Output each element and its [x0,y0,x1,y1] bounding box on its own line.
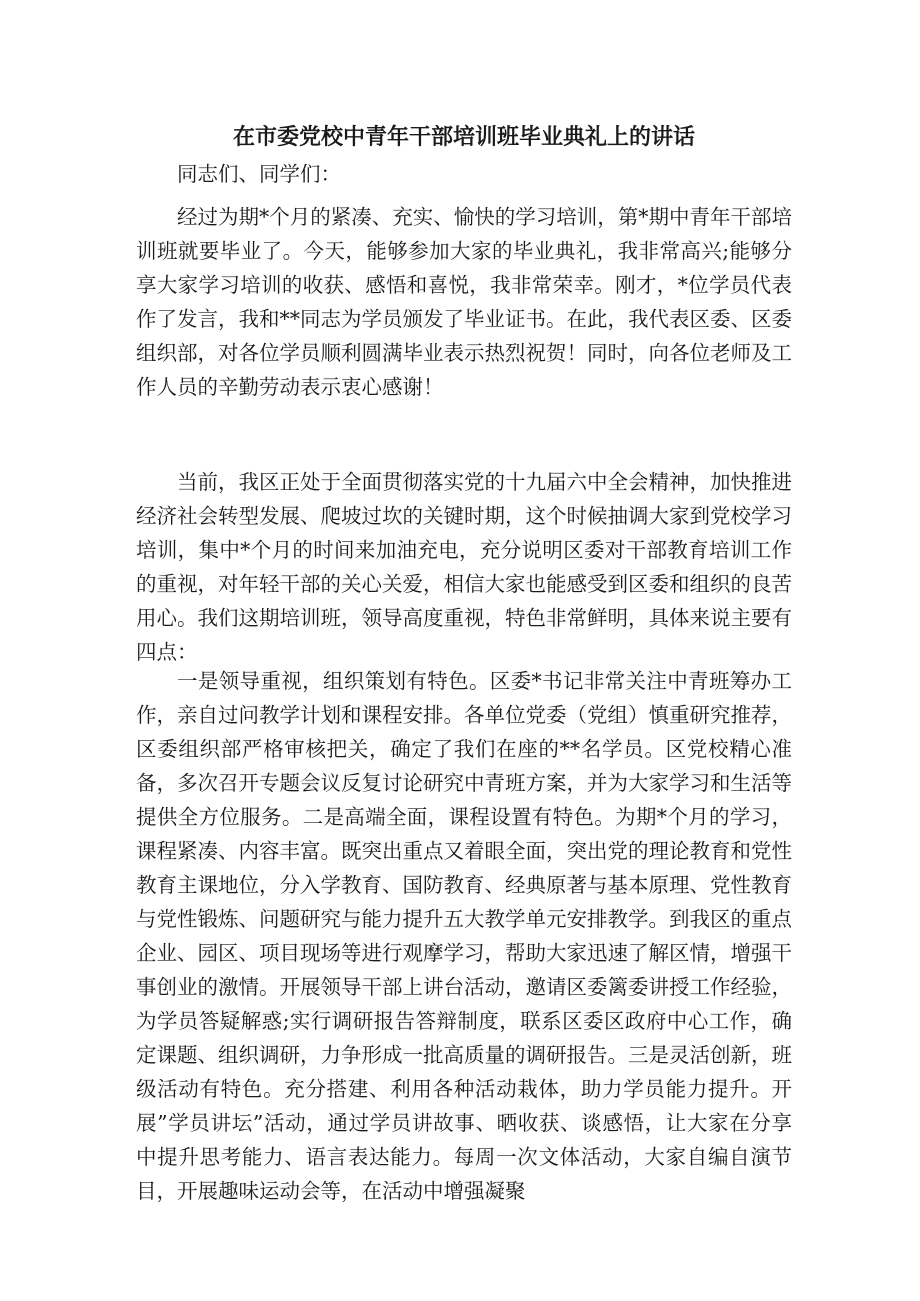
paragraph-features: 一是领导重视，组织策划有特色。区委*书记非常关注中青班筹办工作，亲自过问教学计划和课程安排。各单位党委（党组）慎重研究推荐，区委组织部严格审核把关，确定了我们在座的**名学员。区党校精心准备，多次召开专题会议反复讨论研究中青班方案，并为大家学习和生活等提供全方位服务。二是高端全面，课程设置有特色。为期*个月的学习，课程紧凑、内容丰富。既突出重点又着眼全面，突出党的理论教育和党性教育主课地位，分入学教育、国防教育、经典原著与基本原理、党性教育与党性锻炼、问题研究与能力提升五大教学单元安排教学。到我区的重点企业、园区、项目现场等进行观摩学习，帮助大家迅速了解区情，增强干事创业的激情。开展领导干部上讲台活动，邀请区委篱委讲授工作经验，为学员答疑解惑;实行调研报告答辩制度，联系区委区政府中心工作，确定课题、组织调研，力争形成一批高质量的调研报告。三是灵活创新，班级活动有特色。充分搭建、利用各种活动栽体，助力学员能力提升。开展”学员讲坛”活动，通过学员讲故事、晒收获、谈感悟，让大家在分享中提升思考能力、语言表达能力。每周一次文体活动，大家自编自演节目，开展趣味运动会等，在活动中增强凝聚 [136,669,792,1203]
paragraph-opening: 经过为期*个月的紧凑、充实、愉快的学习培训，第*期中青年干部培训班就要毕业了。今天，能够参加大家的毕业典礼，我非常高兴;能够分享大家学习培训的收获、感悟和喜悦，我非常荣幸。刚才，*位学员代表作了发言，我和**同志为学员颁发了毕业证书。在此，我代表区委、区委组织部，对各位学员顺利圆满毕业表示热烈祝贺！同时，向各位老师及工作人员的辛勤劳动表示衷心感谢！ [136,205,792,399]
document-title: 在市委党校中青年干部培训班毕业典礼上的讲话 [232,125,695,150]
paragraph-context: 当前，我区正处于全面贯彻落实党的十九届六中全会精神，加快推进经济社会转型发展、爬坡过坎的关键时期，这个时候抽调大家到党校学习培训，集中*个月的时间来加油充电，充分说明区委对干部教育培训工作的重视，对年轻干部的关心关爱，相信大家也能感受到区委和组织的良苦用心。我们这期培训班，领导高度重视，特色非常鲜明，具体来说主要有四点： [136,470,792,664]
salutation: 同志们、同学们： [177,162,341,186]
